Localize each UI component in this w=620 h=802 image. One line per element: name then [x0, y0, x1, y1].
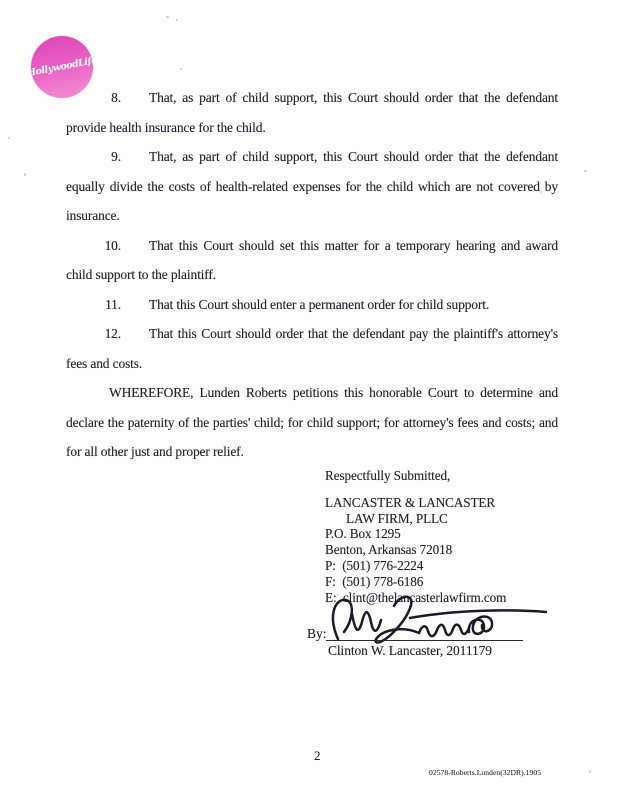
- firm-name-line2: LAW FIRM, PLLC: [346, 510, 448, 526]
- paragraph-text: That, as part of child support, this Court should order that the defendant provide health insurance for the child.: [66, 90, 558, 135]
- scan-speck: [166, 16, 169, 18]
- firm-phone: P: (501) 776-2224: [325, 557, 424, 573]
- paragraph-text: That this Court should enter a permanent order for child support.: [149, 296, 490, 312]
- scan-speck: [8, 137, 10, 139]
- paragraph-number: 8.: [111, 90, 121, 105]
- signature-line: [326, 640, 523, 641]
- signature-block: [325, 468, 575, 605]
- firm-name-line1: LANCASTER & LANCASTER: [325, 494, 496, 510]
- firm-email: E: clint@thelancasterlawfirm.com: [325, 589, 507, 605]
- paragraph-text: That, as part of child support, this Court should order that the defendant equally divide the costs of health-related expenses for the child which are not covered by insurance.: [66, 149, 558, 223]
- paragraph-10: [66, 231, 558, 290]
- by-label: By:: [307, 626, 327, 641]
- attorney-name: Clinton W. Lancaster, 2011179: [328, 643, 492, 658]
- wherefore-paragraph: [66, 378, 558, 467]
- paragraph-number: 9.: [111, 149, 121, 164]
- paragraph-text: That this Court should set this matter for a temporary hearing and award child support to the plaintiff.: [66, 237, 558, 282]
- wherefore-text: WHEREFORE, Lunden Roberts petitions this honorable Court to determine and declare the paternity of the parties' child; for child support; for attorney's fees and costs; and for all other just and proper relief.: [66, 385, 558, 459]
- firm-fax: F: (501) 778-6186: [325, 573, 424, 589]
- scan-speck: [589, 770, 591, 773]
- paragraph-number: 12.: [104, 326, 121, 341]
- firm-po-box: P.O. Box 1295: [325, 526, 401, 542]
- paragraph-9: [66, 142, 558, 231]
- paragraph-8: [66, 83, 558, 142]
- paragraph-text: That this Court should order that the defendant pay the plaintiff's attorney's fees and costs.: [66, 326, 558, 371]
- paragraph-number: 11.: [105, 296, 121, 312]
- scan-speck: [180, 68, 182, 70]
- scan-speck: [24, 173, 26, 176]
- paragraph-12: [66, 319, 558, 378]
- document-code: 02578-Roberts.Lunden(32DR).1905: [429, 768, 542, 777]
- scan-speck: [584, 170, 587, 172]
- page-number: 2: [314, 748, 321, 763]
- scan-speck: [176, 19, 178, 21]
- salutation: Respectfully Submitted,: [325, 468, 451, 483]
- firm-city-state-zip: Benton, Arkansas 72018: [325, 542, 453, 558]
- paragraph-11: [66, 290, 558, 320]
- handwritten-signature: [322, 592, 550, 644]
- paragraph-number: 10.: [104, 237, 121, 253]
- document-body: [66, 83, 558, 467]
- hollywoodlife-logo-text: HollywoodLife: [26, 54, 98, 80]
